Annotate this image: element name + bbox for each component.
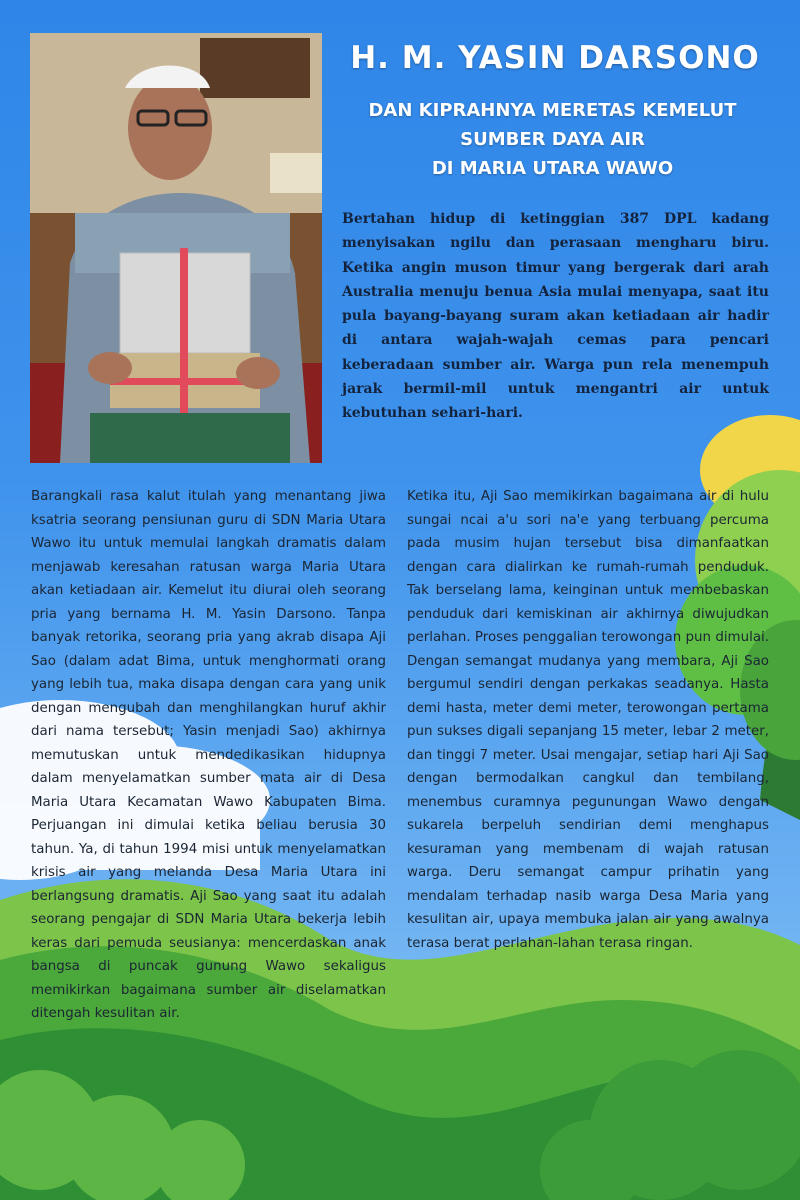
portrait-photo [30, 33, 322, 463]
portrait-illustration [30, 33, 322, 463]
body-column-left: Barangkali rasa kalut itulah yang menantang jiwa ksatria seorang pensiunan guru di SDN Maria Utara Wawo itu untuk memulai langkah dramatis dalam menjawab keresahan ratusan warga Maria Utara akan ketiadaan air. Kemelut itu diurai oleh seorang pria yang bernama H. M. Yasin Darsono. Tanpa banyak retorika, seorang pria yang akrab disapa Aji Sao (dalam adat Bima, untuk menghormati orang yang lebih tua, maka disapa dengan cara yang unik dengan mengubah dan menghilangkan huruf akhir dari nama tersebut; Yasin menjadi Sao) akhirnya memutuskan untuk mendedikasikan hidupnya dalam menyelamatkan sumber mata air di Desa Maria Utara Kecamatan Wawo Kabupaten Bima. Perjuangan ini dimulai ketika beliau berusia 30 tahun. Ya, di tahun 1994 misi untuk menyelamatkan krisis air yang melanda Desa Maria Utara ini berlangsung dramatis. Aji Sao yang saat itu adalah seorang pengajar di SDN Maria Utara bekerja lebih keras dari pemuda seusianya: mencerdaskan anak bangsa di puncak gunung Wawo sekaligus memikirkan bagaimana sumber air diselamatkan ditengah kesulitan air. [31, 489, 386, 1021]
page-subtitle: DAN KIPRAHNYA MERETAS KEMELUT SUMBER DAYA AIR DI MARIA UTARA WAWO [368, 100, 737, 179]
lead-paragraph: Bertahan hidup di ketinggian 387 DPL kadang menyisakan ngilu dan perasaan mengharu biru. Ketika angin muson timur yang bergerak dari arah Australia menuju benua Asia mulai menyapa, saat itu pula bayang-bayang suram akan ketiadaan air hadir di antara wajah-wajah cemas para pencari keberadaan sumber air. Warga pun rela menempuh jarak bermil-mil untuk mengantri air untuk kebutuhan sehari-hari. [342, 211, 769, 422]
body-column-right: Ketika itu, Aji Sao memikirkan bagaimana air di hulu sungai ncai a'u sori na'e yang terbuang percuma pada musim hujan tersebut bisa dimanfaatkan dengan cara dialirkan ke rumah-rumah penduduk. Tak berselang lama, keinginan untuk membebaskan penduduk dari kemiskinan air akhirnya diwujudkan perlahan. Proses penggalian terowongan pun dimulai. Dengan semangat mudanya yang membara, Aji Sao bergumul sendiri dengan perkakas seadanya. Hasta demi hasta, meter demi meter, terowongan pertama pun sukses digali sepanjang 15 meter, lebar 2 meter, dan tinggi 7 meter. Usai mengajar, setiap hari Aji Sao dengan bermodalkan cangkul dan tembilang, menembus curamnya pegunungan Wawo dengan sukarela berpeluh sendirian demi menghapus kesuraman yang membenam di wajah ratusan warga. Deru semangat campur prihatin yang mendalam terhadap nasib warga Desa Maria yang kesulitan air, upaya membuka jalan air yang awalnya terasa berat perlahan-lahan terasa ringan. [407, 489, 769, 951]
page-title: H. M. YASIN DARSONO [350, 40, 760, 76]
